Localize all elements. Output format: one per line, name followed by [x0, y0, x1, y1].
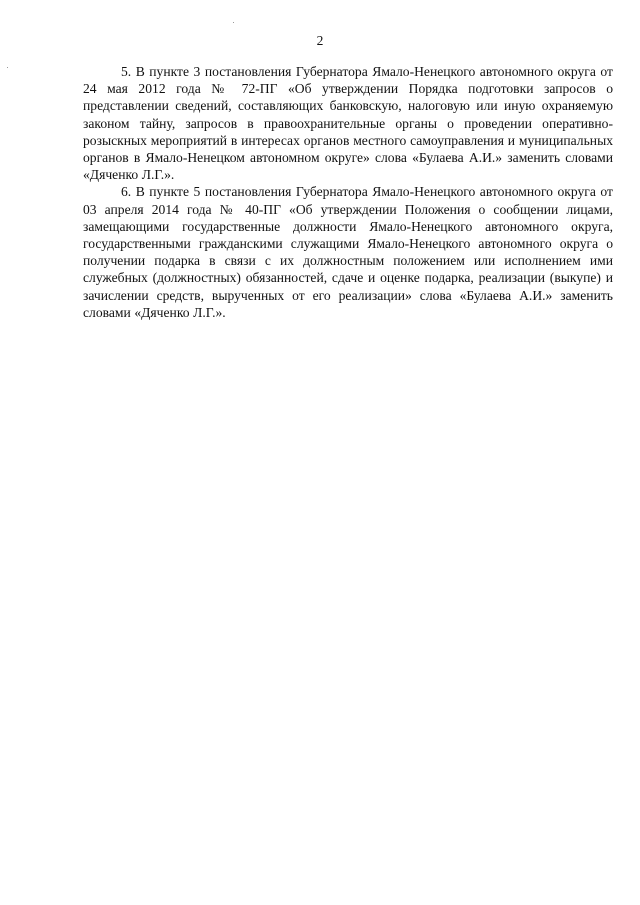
scan-artifact [233, 22, 234, 23]
document-body [83, 63, 613, 321]
page-number: 2 [316, 33, 324, 48]
scan-artifact [7, 67, 8, 68]
paragraph-item-6: 6. В пункте 5 постановления Губернатора Ямало-Ненецкого автономного округа от 03 апреля 2014 года № 40-ПГ «Об утверждении Положения о сообщении лицами, замещающими государственные должности Ямало-Ненецкого автономного округа, государственными гражданскими служащими Ямало-Ненецкого автономного округа о получении подарка в связи с их должностным положением или исполнением ими служебных (должностных) обязанностей, сдаче и оценке подарка, реализации (выкупе) и зачислении средств, вырученных от его реализации» слова «Булаева А.И.» заменить словами «Дяченко Л.Г.». [83, 184, 613, 320]
paragraph-item-5: 5. В пункте 3 постановления Губернатора Ямало-Ненецкого автономного округа от 24 мая 2012 года № 72-ПГ «Об утверждении Порядка подготовки запросов о представлении сведений, составляющих банковскую, налоговую или иную охраняемую законом тайну, запросов в правоохранительные органы о проведении оперативно-розыскных мероприятий в интересах органов местного самоуправления и муниципальных органов в Ямало-Ненецком автономном округе» слова «Булаева А.И.» заменить словами «Дяченко Л.Г.». [83, 64, 613, 183]
